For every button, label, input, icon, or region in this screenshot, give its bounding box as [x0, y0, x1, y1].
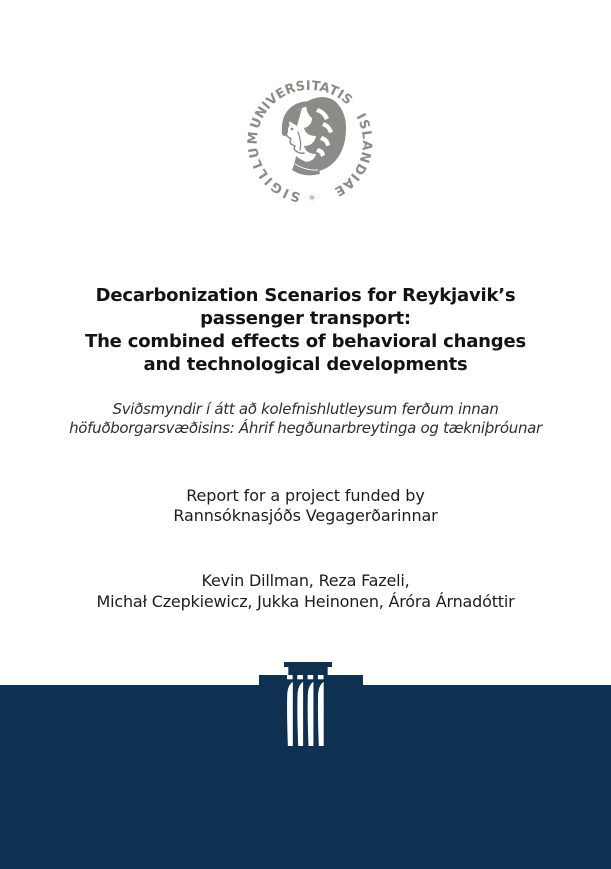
authors-line: Kevin Dillman, Reza Fazeli,: [201, 571, 410, 590]
title-line: and technological developments: [143, 354, 468, 375]
report-subtitle-icelandic: [0, 400, 611, 438]
subtitle-line: höfuðborgarsvæðisins: Áhrif hegðunarbreytinga og tækniþróunar: [69, 419, 542, 437]
title-line: passenger transport:: [200, 308, 411, 329]
funding-note: [0, 486, 611, 526]
title-line: Decarbonization Scenarios for Reykjavik’s: [95, 285, 516, 306]
seal-ring-text-universitatis: UNIVERSITATIS: [247, 78, 356, 131]
footer-band: [0, 685, 611, 869]
svg-text:✳: [308, 191, 316, 201]
seal-ring-separator: ✳: [308, 191, 316, 202]
seal-graphic: [244, 76, 376, 208]
university-of-iceland-seal: [244, 76, 376, 208]
subtitle-line: Sviðsmyndir í átt að kolefnishlutleysum ferðum innan: [112, 400, 499, 418]
athena-head-icon: [282, 97, 346, 175]
authors-list: [0, 570, 611, 612]
seal-ring-text-islandiae: ISLANDIAE: [331, 111, 375, 199]
building-pediment: [284, 662, 332, 676]
funding-line: Report for a project funded by: [186, 486, 425, 505]
seal-ring-text-sigillum: SIGILLUM: [245, 128, 303, 205]
authors-line: Michał Czepkiewicz, Jukka Heinonen, Áróra Árnadóttir: [96, 592, 515, 611]
report-title: [0, 284, 611, 376]
funding-line: Rannsóknasjóðs Vegagerðarinnar: [173, 506, 438, 525]
title-line: The combined effects of behavioral changes: [84, 331, 527, 352]
